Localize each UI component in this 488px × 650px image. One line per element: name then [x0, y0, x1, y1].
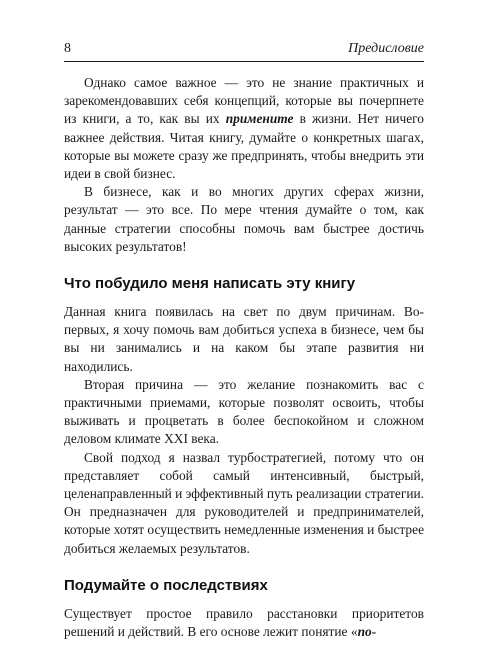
section-heading-why-write: Что побудило меня написать эту книгу	[64, 275, 356, 293]
page-number: 8	[64, 41, 71, 56]
intro-paragraph-2: В бизнесе, как и во многих других сферах жизни, результат — это все. По мере чтения думайте о том, как данные стратегии способны помочь вам быстрее достичь высоких результатов!	[64, 184, 424, 254]
section2-paragraph-1	[64, 605, 424, 641]
section-heading-consequences: Подумайте о последствиях	[64, 576, 268, 594]
section1-paragraph-1: Данная книга появилась на свет по двум причинам. Во-первых, я хочу помочь вам добиться успеха в бизнесе, чем бы вы ни занимались и на каком бы этапе развития ни находились.	[64, 304, 424, 374]
page-header	[64, 40, 424, 62]
section1-paragraph-3: Свой подход я назвал турбостратегией, потому что он представляет собой самый интенсивный, быстрый, целенаправленный и эффективный путь реализации стратегии. Он предназначен для руководителей и предпринимателей, которые хотят осуществить немедленные изменения и быстрее добиться желаемых результатов.	[64, 449, 425, 556]
section2-p1-emphasis: по-	[357, 624, 377, 640]
running-title: Предисловие	[348, 41, 424, 56]
book-page	[64, 40, 424, 641]
section2-p1-text: Существует простое правило расстановки приоритетов решений и действий. В его основе лежит понятие «	[64, 605, 424, 640]
intro-p1-text-before: Однако самое важное — это не знание практичных и зарекомендовавших себя концепций, которые вы почерпнете из книги, а то, как вы их	[64, 75, 424, 127]
section1-paragraph-2: Вторая причина — это желание познакомить вас с практичными приемами, которые позволят освоить, чтобы выживать и процветать в более беспокойном и сложном деловом климате XXI века.	[64, 376, 424, 447]
intro-p1-text-after: в жизни. Нет ничего важнее действия. Читая книгу, думайте о конкретных шагах, которые вы можете сразу же предпринять, чтобы внедрить эти идеи в свой бизнес.	[64, 111, 425, 182]
page-body	[64, 74, 424, 641]
intro-paragraph-1	[64, 74, 424, 183]
intro-p1-emphasis: примените	[225, 111, 294, 127]
